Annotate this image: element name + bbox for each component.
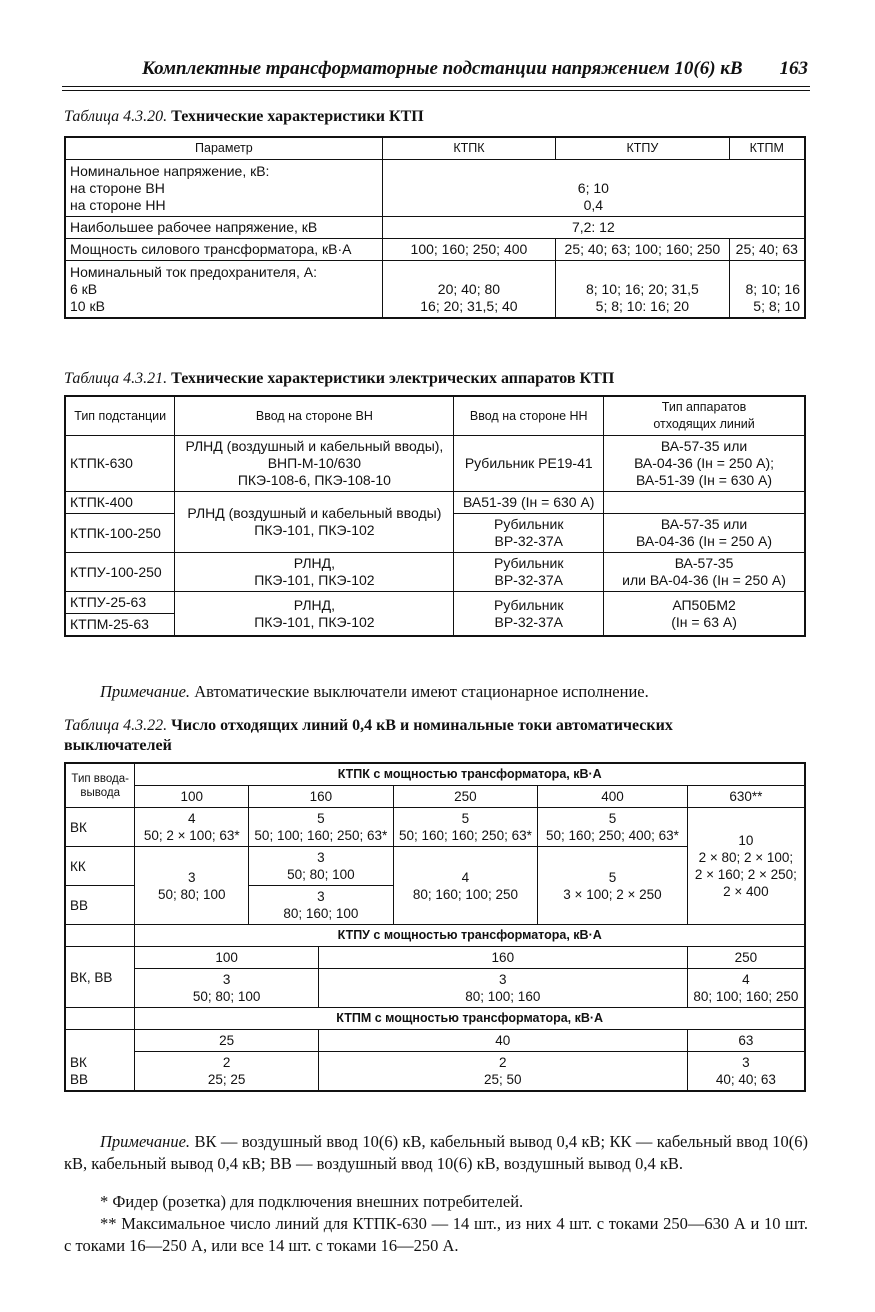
vn-input-cell: РЛНД (воздушный и кабельный вводы) ПКЭ-101, ПКЭ-102 xyxy=(175,492,454,553)
caption-label: Таблица 4.3.20. xyxy=(64,108,168,125)
value-cell: 3 50; 80; 100 xyxy=(249,847,394,886)
value-cell: 3 80; 100; 160 xyxy=(318,969,687,1008)
header-rule-secondary xyxy=(62,90,810,91)
outgoing-device-cell: ВА-57-35 или ВА-04-36 (Iн = 250 А) xyxy=(604,553,805,592)
ktpu-group-header: КТПУ с мощностью трансформатора, кВ·А xyxy=(135,925,805,947)
table-4-3-20-caption xyxy=(64,108,424,126)
param-cell: Наибольшее рабочее напряжение, кВ xyxy=(65,217,382,239)
caption-title: Технические характеристики КТП xyxy=(171,108,424,125)
nn-input-cell: ВА51-39 (Iн = 630 А) xyxy=(454,492,604,514)
power-cell: 100 xyxy=(135,786,249,808)
value-cell: 4 80; 160; 100; 250 xyxy=(393,847,538,925)
table-4-3-22-caption xyxy=(64,716,764,756)
caption-title: Технические характеристики электрических аппаратов КТП xyxy=(171,370,615,387)
header-cell: Тип подстанции xyxy=(65,396,175,436)
footnote-single-star: * Фидер (розетка) для подключения внешних потребителей. xyxy=(100,1192,524,1211)
value-cell: 2 25; 50 xyxy=(318,1052,687,1092)
value-cell: 7,2: 12 xyxy=(382,217,805,239)
value-cell: 8; 10; 16 5; 8; 10 xyxy=(729,261,805,319)
table-row xyxy=(65,239,805,261)
nn-input-cell: Рубильник ВР-32-37А xyxy=(454,592,604,637)
table-row xyxy=(65,492,805,514)
table-header-row xyxy=(65,137,805,160)
power-cell: 40 xyxy=(318,1030,687,1052)
vn-input-cell: РЛНД, ПКЭ-101, ПКЭ-102 xyxy=(175,553,454,592)
power-cell: 250 xyxy=(393,786,538,808)
value-cell: 4 80; 100; 160; 250 xyxy=(687,969,805,1008)
table-header-row xyxy=(65,947,805,969)
substation-type-cell: КТПМ-25-63 xyxy=(65,614,175,637)
value-cell: 8; 10; 16; 20; 31,5 5; 8; 10: 16; 20 xyxy=(556,261,729,319)
value-cell: 25; 40; 63; 100; 160; 250 xyxy=(556,239,729,261)
table-row xyxy=(65,436,805,492)
empty-cell xyxy=(65,925,135,947)
header-cell: Ввод на стороне НН xyxy=(454,396,604,436)
table-row xyxy=(65,808,805,847)
table-row xyxy=(65,217,805,239)
value-cell: 3 40; 40; 63 xyxy=(687,1052,805,1092)
vn-input-cell: РЛНД (воздушный и кабельный вводы), ВНП-М-10/630 ПКЭ-108-6, ПКЭ-108-10 xyxy=(175,436,454,492)
power-cell: 400 xyxy=(538,786,688,808)
value-cell: 100; 160; 250; 400 xyxy=(382,239,555,261)
note-text: Автоматические выключатели имеют стационарное исполнение. xyxy=(194,682,649,701)
power-cell: 100 xyxy=(135,947,318,969)
power-cell: 160 xyxy=(249,786,394,808)
caption-title: Число отходящих линий 0,4 кВ и номинальные токи автоматических выключателей xyxy=(64,717,673,754)
table-row xyxy=(65,592,805,614)
nn-input-cell: Рубильник РЕ19-41 xyxy=(454,436,604,492)
vn-input-cell: РЛНД, ПКЭ-101, ПКЭ-102 xyxy=(175,592,454,637)
outgoing-device-cell xyxy=(604,492,805,514)
note-label: Примечание. xyxy=(100,1132,191,1151)
table-4-3-20 xyxy=(64,136,806,319)
note-label: Примечание. xyxy=(100,682,191,701)
value-cell: 4 50; 2 × 100; 63* xyxy=(135,808,249,847)
value-cell: 5 3 × 100; 2 × 250 xyxy=(538,847,688,925)
page-number: 163 xyxy=(779,58,808,79)
footnote-double-star: ** Максимальное число линий для КТПК-630 — 14 шт., из них 4 шт. с токами 250—630 А и 10 шт. с токами 16—250 А, или все 14 шт. с токами 16—250 А. xyxy=(64,1214,808,1255)
value-cell: 10 2 × 80; 2 × 100; 2 × 160; 2 × 250; 2 × 400 xyxy=(687,808,805,925)
outgoing-device-cell: ВА-57-35 или ВА-04-36 (Iн = 250 А) xyxy=(604,514,805,553)
power-cell: 250 xyxy=(687,947,805,969)
param-cell: Мощность силового трансформатора, кВ·А xyxy=(65,239,382,261)
table-header-row xyxy=(65,1030,805,1052)
table-row xyxy=(65,553,805,592)
header-rule xyxy=(62,86,810,87)
value-cell: 25; 40; 63 xyxy=(729,239,805,261)
header-cell: КТПМ xyxy=(729,137,805,160)
io-type-cell: ВК xyxy=(65,808,135,847)
value-cell: 20; 40; 80 16; 20; 31,5; 40 xyxy=(382,261,555,319)
nn-input-cell: Рубильник ВР-32-37А xyxy=(454,553,604,592)
nn-input-cell: Рубильник ВР-32-37А xyxy=(454,514,604,553)
value-cell: 3 50; 80; 100 xyxy=(135,847,249,925)
io-type-cell: КК xyxy=(65,847,135,886)
outgoing-device-cell: ВА-57-35 или ВА-04-36 (Iн = 250 А); ВА-51-39 (Iн = 630 А) xyxy=(604,436,805,492)
value-cell: 5 50; 100; 160; 250; 63* xyxy=(249,808,394,847)
caption-label: Таблица 4.3.21. xyxy=(64,370,168,387)
table-4-3-21 xyxy=(64,395,806,637)
header-cell: КТПУ xyxy=(556,137,729,160)
substation-type-cell: КТПУ-25-63 xyxy=(65,592,175,614)
substation-type-cell: КТПК-630 xyxy=(65,436,175,492)
empty-cell xyxy=(65,1008,135,1030)
table-header-row xyxy=(65,786,805,808)
power-cell: 63 xyxy=(687,1030,805,1052)
header-cell: Ввод на стороне ВН xyxy=(175,396,454,436)
io-type-cell: ВК ВВ xyxy=(65,1030,135,1092)
param-cell: Номинальное напряжение, кВ: на стороне ВН на стороне НН xyxy=(65,160,382,217)
io-type-header: Тип ввода- вывода xyxy=(65,763,135,808)
power-cell: 160 xyxy=(318,947,687,969)
note-text: ВК — воздушный ввод 10(6) кВ, кабельный вывод 0,4 кВ; КК — кабельный ввод 10(6) кВ, кабельный вывод 0,4 кВ; ВВ — воздушный ввод 10(6) кВ, воздушный вывод 0,4 кВ. xyxy=(64,1132,808,1173)
table-row xyxy=(65,969,805,1008)
io-type-cell: ВВ xyxy=(65,886,135,925)
table-header-row xyxy=(65,763,805,786)
caption-label: Таблица 4.3.22. xyxy=(64,717,168,734)
table-header-row xyxy=(65,925,805,947)
outgoing-device-cell: АП50БМ2 (Iн = 63 А) xyxy=(604,592,805,637)
io-type-cell: ВК, ВВ xyxy=(65,947,135,1008)
header-cell: Тип аппаратов отходящих линий xyxy=(604,396,805,436)
table-note xyxy=(64,681,808,703)
substation-type-cell: КТПК-100-250 xyxy=(65,514,175,553)
value-cell: 5 50; 160; 160; 250; 63* xyxy=(393,808,538,847)
table-row xyxy=(65,160,805,217)
page-header xyxy=(62,58,812,84)
param-cell: Номинальный ток предохранителя, А: 6 кВ 10 кВ xyxy=(65,261,382,319)
substation-type-cell: КТПУ-100-250 xyxy=(65,553,175,592)
table-4-3-21-caption xyxy=(64,370,614,388)
ktpk-group-header: КТПК с мощностью трансформатора, кВ·А xyxy=(135,763,805,786)
header-cell: Параметр xyxy=(65,137,382,160)
value-cell: 6; 10 0,4 xyxy=(382,160,805,217)
table-header-row xyxy=(65,396,805,436)
power-cell: 630** xyxy=(687,786,805,808)
value-cell: 2 25; 25 xyxy=(135,1052,318,1092)
header-cell: КТПК xyxy=(382,137,555,160)
value-cell: 3 80; 160; 100 xyxy=(249,886,394,925)
table-note xyxy=(64,1131,808,1175)
table-header-row xyxy=(65,1008,805,1030)
table-row xyxy=(65,1052,805,1092)
value-cell: 5 50; 160; 250; 400; 63* xyxy=(538,808,688,847)
table-row xyxy=(65,261,805,319)
running-title: Комплектные трансформаторные подстанции напряжением 10(6) кВ xyxy=(142,58,743,79)
value-cell: 3 50; 80; 100 xyxy=(135,969,318,1008)
table-4-3-22 xyxy=(64,762,806,1092)
power-cell: 25 xyxy=(135,1030,318,1052)
substation-type-cell: КТПК-400 xyxy=(65,492,175,514)
ktpm-group-header: КТПМ с мощностью трансформатора, кВ·А xyxy=(135,1008,805,1030)
